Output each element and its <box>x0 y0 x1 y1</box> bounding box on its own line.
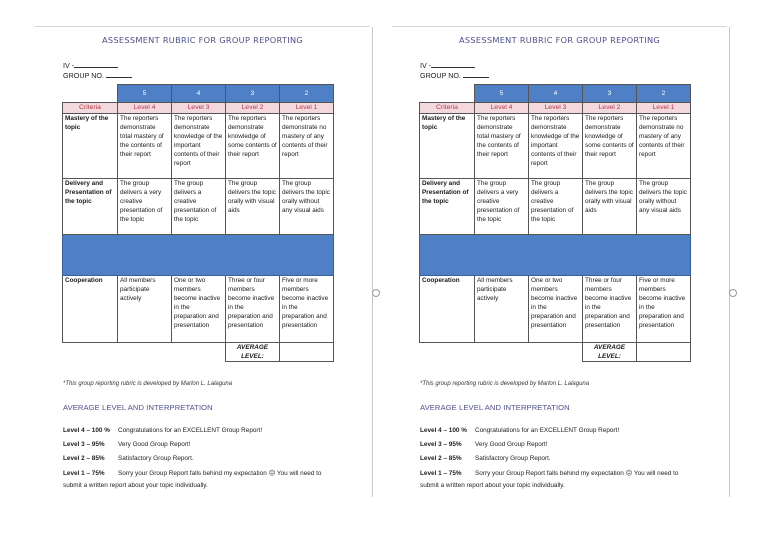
group-label: GROUP NO. <box>63 71 105 80</box>
level-header: Level 2 <box>583 103 637 114</box>
score-cell: 3 <box>226 85 280 103</box>
score-cell: 5 <box>475 85 529 103</box>
descriptor-cell: The reporters demonstrate knowledge of some contents of their report <box>226 114 280 179</box>
score-corner <box>63 85 118 103</box>
page-title: ASSESSMENT RUBRIC FOR GROUP REPORTING <box>101 35 304 45</box>
descriptor-cell: The reporters demonstrate knowledge of some contents of their report <box>583 114 637 179</box>
descriptor-cell: One or two members become inactive in the preparation and presentation <box>529 276 583 343</box>
average-level-label: AVERAGE LEVEL: <box>583 343 637 362</box>
average-spacer <box>172 343 226 362</box>
group-label: GROUP NO. <box>420 71 462 80</box>
blue-band <box>420 235 691 276</box>
interpretation-line <box>420 455 551 462</box>
table-row <box>63 179 334 235</box>
blue-band <box>63 235 334 276</box>
group-field <box>420 71 489 80</box>
iv-blank <box>431 67 475 68</box>
table-row <box>420 114 691 179</box>
average-spacer <box>475 343 529 362</box>
average-level-label: AVERAGE LEVEL: <box>226 343 280 362</box>
descriptor-cell: One or two members become inactive in the preparation and presentation <box>172 276 226 343</box>
interpretation-text: Very Good Group Report! <box>475 441 548 448</box>
group-field <box>63 71 132 80</box>
interpretation-title: AVERAGE LEVEL AND INTERPRETATION <box>63 403 213 412</box>
iv-label: IV - <box>420 61 432 70</box>
criterion-cell: Mastery of the topic <box>63 114 118 179</box>
level-header: Level 3 <box>529 103 583 114</box>
score-header-row <box>63 85 334 103</box>
interpretation-level: Level 2 – 85% <box>63 455 105 462</box>
submit-instruction: submit a written report about your topic individually. <box>420 482 565 489</box>
descriptor-cell: The reporters demonstrate no mastery of any contents of their report <box>637 114 691 179</box>
average-spacer <box>63 343 118 362</box>
descriptor-cell: Five or more members become inactive in the preparation and presentation <box>637 276 691 343</box>
rubric-note: *This group reporting rubric is developed by Marlon L. Lalaguna <box>420 381 590 387</box>
blue-band-row <box>63 235 334 276</box>
criterion-cell: Cooperation <box>420 276 475 343</box>
criterion-cell: Mastery of the topic <box>420 114 475 179</box>
average-row <box>63 343 334 362</box>
margin-handle-icon[interactable] <box>372 289 380 297</box>
average-spacer <box>529 343 583 362</box>
descriptor-cell: The group delivers a creative presentation of the topic <box>529 179 583 235</box>
interpretation-text: Congratulations for an EXCELLENT Group Report! <box>118 427 263 434</box>
page-title: ASSESSMENT RUBRIC FOR GROUP REPORTING <box>458 35 661 45</box>
descriptor-cell: All members participate actively <box>118 276 172 343</box>
score-cell: 3 <box>583 85 637 103</box>
interpretation-line <box>420 469 678 477</box>
descriptor-cell: The group delivers the topic orally without any visual aids <box>637 179 691 235</box>
interpretation-text: Sorry your Group Report falls behind my expectation ☹ You will need to <box>118 470 322 477</box>
descriptor-cell: The reporters demonstrate total mastery of the contents of their report <box>475 114 529 179</box>
interpretation-title: AVERAGE LEVEL AND INTERPRETATION <box>420 403 570 412</box>
group-blank <box>463 77 489 78</box>
margin-handle-icon[interactable] <box>729 289 737 297</box>
group-blank <box>106 77 132 78</box>
interpretation-level: Level 1 – 75% <box>63 470 105 477</box>
level-header: Level 3 <box>172 103 226 114</box>
rubric-page-right <box>392 26 727 495</box>
interpretation-level: Level 1 – 75% <box>420 470 462 477</box>
level-header: Level 1 <box>280 103 334 114</box>
descriptor-cell: The group delivers a very creative presentation of the topic <box>118 179 172 235</box>
level-header: Level 4 <box>475 103 529 114</box>
interpretation-level: Level 3 – 95% <box>420 441 462 448</box>
iv-field <box>63 61 118 70</box>
descriptor-cell: The reporters demonstrate knowledge of the important contents of their report <box>529 114 583 179</box>
table-row <box>63 276 334 343</box>
rubric-table <box>419 84 691 362</box>
descriptor-cell: The group delivers a creative presentation of the topic <box>172 179 226 235</box>
interpretation-text: Sorry your Group Report falls behind my expectation ☹ You will need to <box>475 470 679 477</box>
score-cell: 4 <box>172 85 226 103</box>
rubric-page-left <box>35 26 370 495</box>
descriptor-cell: The group delivers the topic orally without any visual aids <box>280 179 334 235</box>
rubric-note: *This group reporting rubric is developed by Marlon L. Lalaguna <box>63 381 233 387</box>
interpretation-line <box>63 455 194 462</box>
interpretation-level: Level 4 – 100 % <box>63 427 110 434</box>
score-cell: 2 <box>280 85 334 103</box>
interpretation-line <box>420 427 619 434</box>
interpretation-level: Level 4 – 100 % <box>420 427 467 434</box>
level-header-row <box>420 103 691 114</box>
interpretation-text: Satisfactory Group Report. <box>118 455 194 462</box>
score-header-row <box>420 85 691 103</box>
criteria-header: Criteria <box>63 103 118 114</box>
interpretation-line <box>63 427 262 434</box>
interpretation-text: Satisfactory Group Report. <box>475 455 551 462</box>
average-level-value <box>637 343 691 362</box>
interpretation-line <box>63 441 190 448</box>
descriptor-cell: The group delivers the topic orally with visual aids <box>226 179 280 235</box>
rubric-table <box>62 84 334 362</box>
interpretation-line <box>63 469 321 477</box>
iv-field <box>420 61 475 70</box>
level-header: Level 2 <box>226 103 280 114</box>
criterion-cell: Delivery and Presentation of the topic <box>420 179 475 235</box>
average-spacer <box>420 343 475 362</box>
table-row <box>63 114 334 179</box>
descriptor-cell: The group delivers the topic orally with visual aids <box>583 179 637 235</box>
page-edge <box>729 27 730 497</box>
descriptor-cell: The reporters demonstrate knowledge of the important contents of their report <box>172 114 226 179</box>
iv-label: IV - <box>63 61 75 70</box>
descriptor-cell: Three or four members become inactive in the preparation and presentation <box>583 276 637 343</box>
average-spacer <box>118 343 172 362</box>
score-cell: 4 <box>529 85 583 103</box>
average-row <box>420 343 691 362</box>
criteria-header: Criteria <box>420 103 475 114</box>
average-level-value <box>280 343 334 362</box>
interpretation-text: Congratulations for an EXCELLENT Group Report! <box>475 427 620 434</box>
score-corner <box>420 85 475 103</box>
descriptor-cell: The reporters demonstrate total mastery of the contents of their report <box>118 114 172 179</box>
criterion-cell: Delivery and Presentation of the topic <box>63 179 118 235</box>
level-header: Level 4 <box>118 103 172 114</box>
descriptor-cell: Three or four members become inactive in the preparation and presentation <box>226 276 280 343</box>
interpretation-level: Level 3 – 95% <box>63 441 105 448</box>
interpretation-text: Very Good Group Report! <box>118 441 191 448</box>
descriptor-cell: All members participate actively <box>475 276 529 343</box>
table-row <box>420 276 691 343</box>
criterion-cell: Cooperation <box>63 276 118 343</box>
descriptor-cell: The reporters demonstrate no mastery of any contents of their report <box>280 114 334 179</box>
level-header-row <box>63 103 334 114</box>
page-edge <box>372 27 373 497</box>
submit-instruction: submit a written report about your topic individually. <box>63 482 208 489</box>
interpretation-level: Level 2 – 85% <box>420 455 462 462</box>
blue-band-row <box>420 235 691 276</box>
iv-blank <box>74 67 118 68</box>
descriptor-cell: Five or more members become inactive in the preparation and presentation <box>280 276 334 343</box>
level-header: Level 1 <box>637 103 691 114</box>
score-cell: 5 <box>118 85 172 103</box>
table-row <box>420 179 691 235</box>
descriptor-cell: The group delivers a very creative presentation of the topic <box>475 179 529 235</box>
interpretation-line <box>420 441 547 448</box>
score-cell: 2 <box>637 85 691 103</box>
